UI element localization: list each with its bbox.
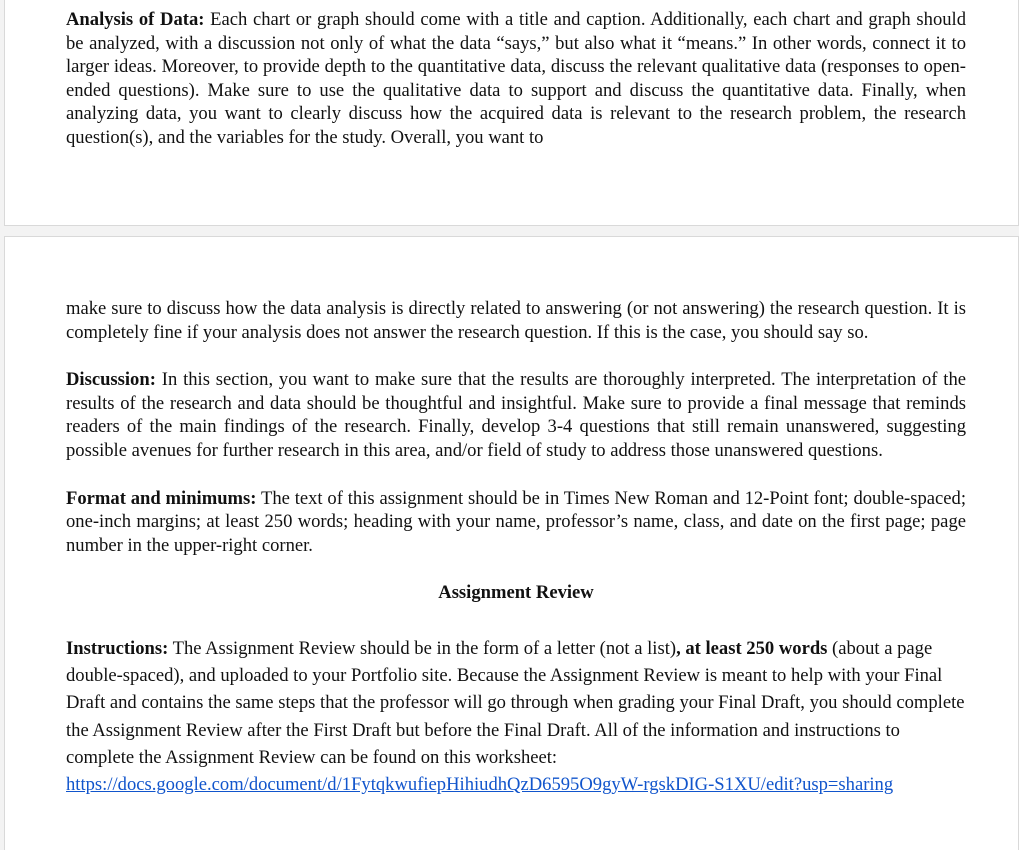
worksheet-link[interactable]: https://docs.google.com/document/d/1FytqkwufiepHihiudhQzD6595O9gyW-rgskDIG-S1XU/edit?usp=sharing: [66, 773, 894, 795]
document-page-1: [4, 0, 1019, 226]
instructions-paragraph: [66, 635, 966, 798]
discussion-text: In this section, you want to make sure that the results are thoroughly interpreted. The interpretation of the results of the research and data should be thoughtful and insightful. Make sure to provide a final message that reminds readers of the main findings of the research. Finally, develop 3-4 questions that still remain unanswered, suggesting possible avenues for further research in this area, and/or field of study to address those unanswered questions.: [66, 369, 966, 461]
instructions-label: Instructions:: [66, 637, 169, 659]
discussion-paragraph: [66, 368, 966, 462]
analysis-of-data-label: Analysis of Data:: [66, 9, 205, 30]
instructions-text-a: The Assignment Review should be in the form of a letter (not a list): [168, 637, 677, 659]
document-page-2: [4, 236, 1019, 850]
assignment-review-heading: Assignment Review: [438, 582, 594, 604]
format-paragraph: [66, 487, 966, 558]
instructions-word-minimum: , at least 250 words: [676, 637, 828, 659]
format-label: Format and minimums:: [66, 487, 257, 509]
format-text: The text of this assignment should be in Times New Roman and 12-Point font; double-spaced; one-inch margins; at least 250 words; heading with your name, professor’s name, class, and date on the first page; page number in the upper-right corner.: [66, 487, 966, 556]
discussion-label: Discussion:: [66, 369, 156, 391]
page-1-content: [66, 8, 966, 150]
analysis-of-data-text: Each chart or graph should come with a title and caption. Additionally, each chart and graph should be analyzed, with a discussion not only of what the data “says,” but also what it “means.” In other words, connect it to larger ideas. Moreover, to provide depth to the quantitative data, discuss the relevant qualitative data (responses to open-ended questions). Make sure to use the qualitative data to support and discuss the quantitative data. Finally, when analyzing data, you want to clearly discuss how the acquired data is relevant to the research problem, the research question(s), and the variables for the study. Overall, you want to: [66, 9, 967, 148]
analysis-of-data-continued: make sure to discuss how the data analysis is directly related to answering (or not answering) the research question. It is completely fine if your analysis does not answer the research question. If this is the case, you should say so.: [66, 298, 966, 343]
instructions-text-c: (about a page double-spaced), and uploaded to your Portfolio site. Because the Assignment Review is meant to help with your Final Draft and contains the same steps that the professor will go through when grading your Final Draft, you should complete the Assignment Review after the First Draft but before the Final Draft. All of the information and instructions to complete the Assignment Review can be found on this worksheet:: [66, 637, 965, 768]
analysis-of-data-paragraph: [66, 8, 966, 150]
page-2-content: [66, 297, 966, 798]
